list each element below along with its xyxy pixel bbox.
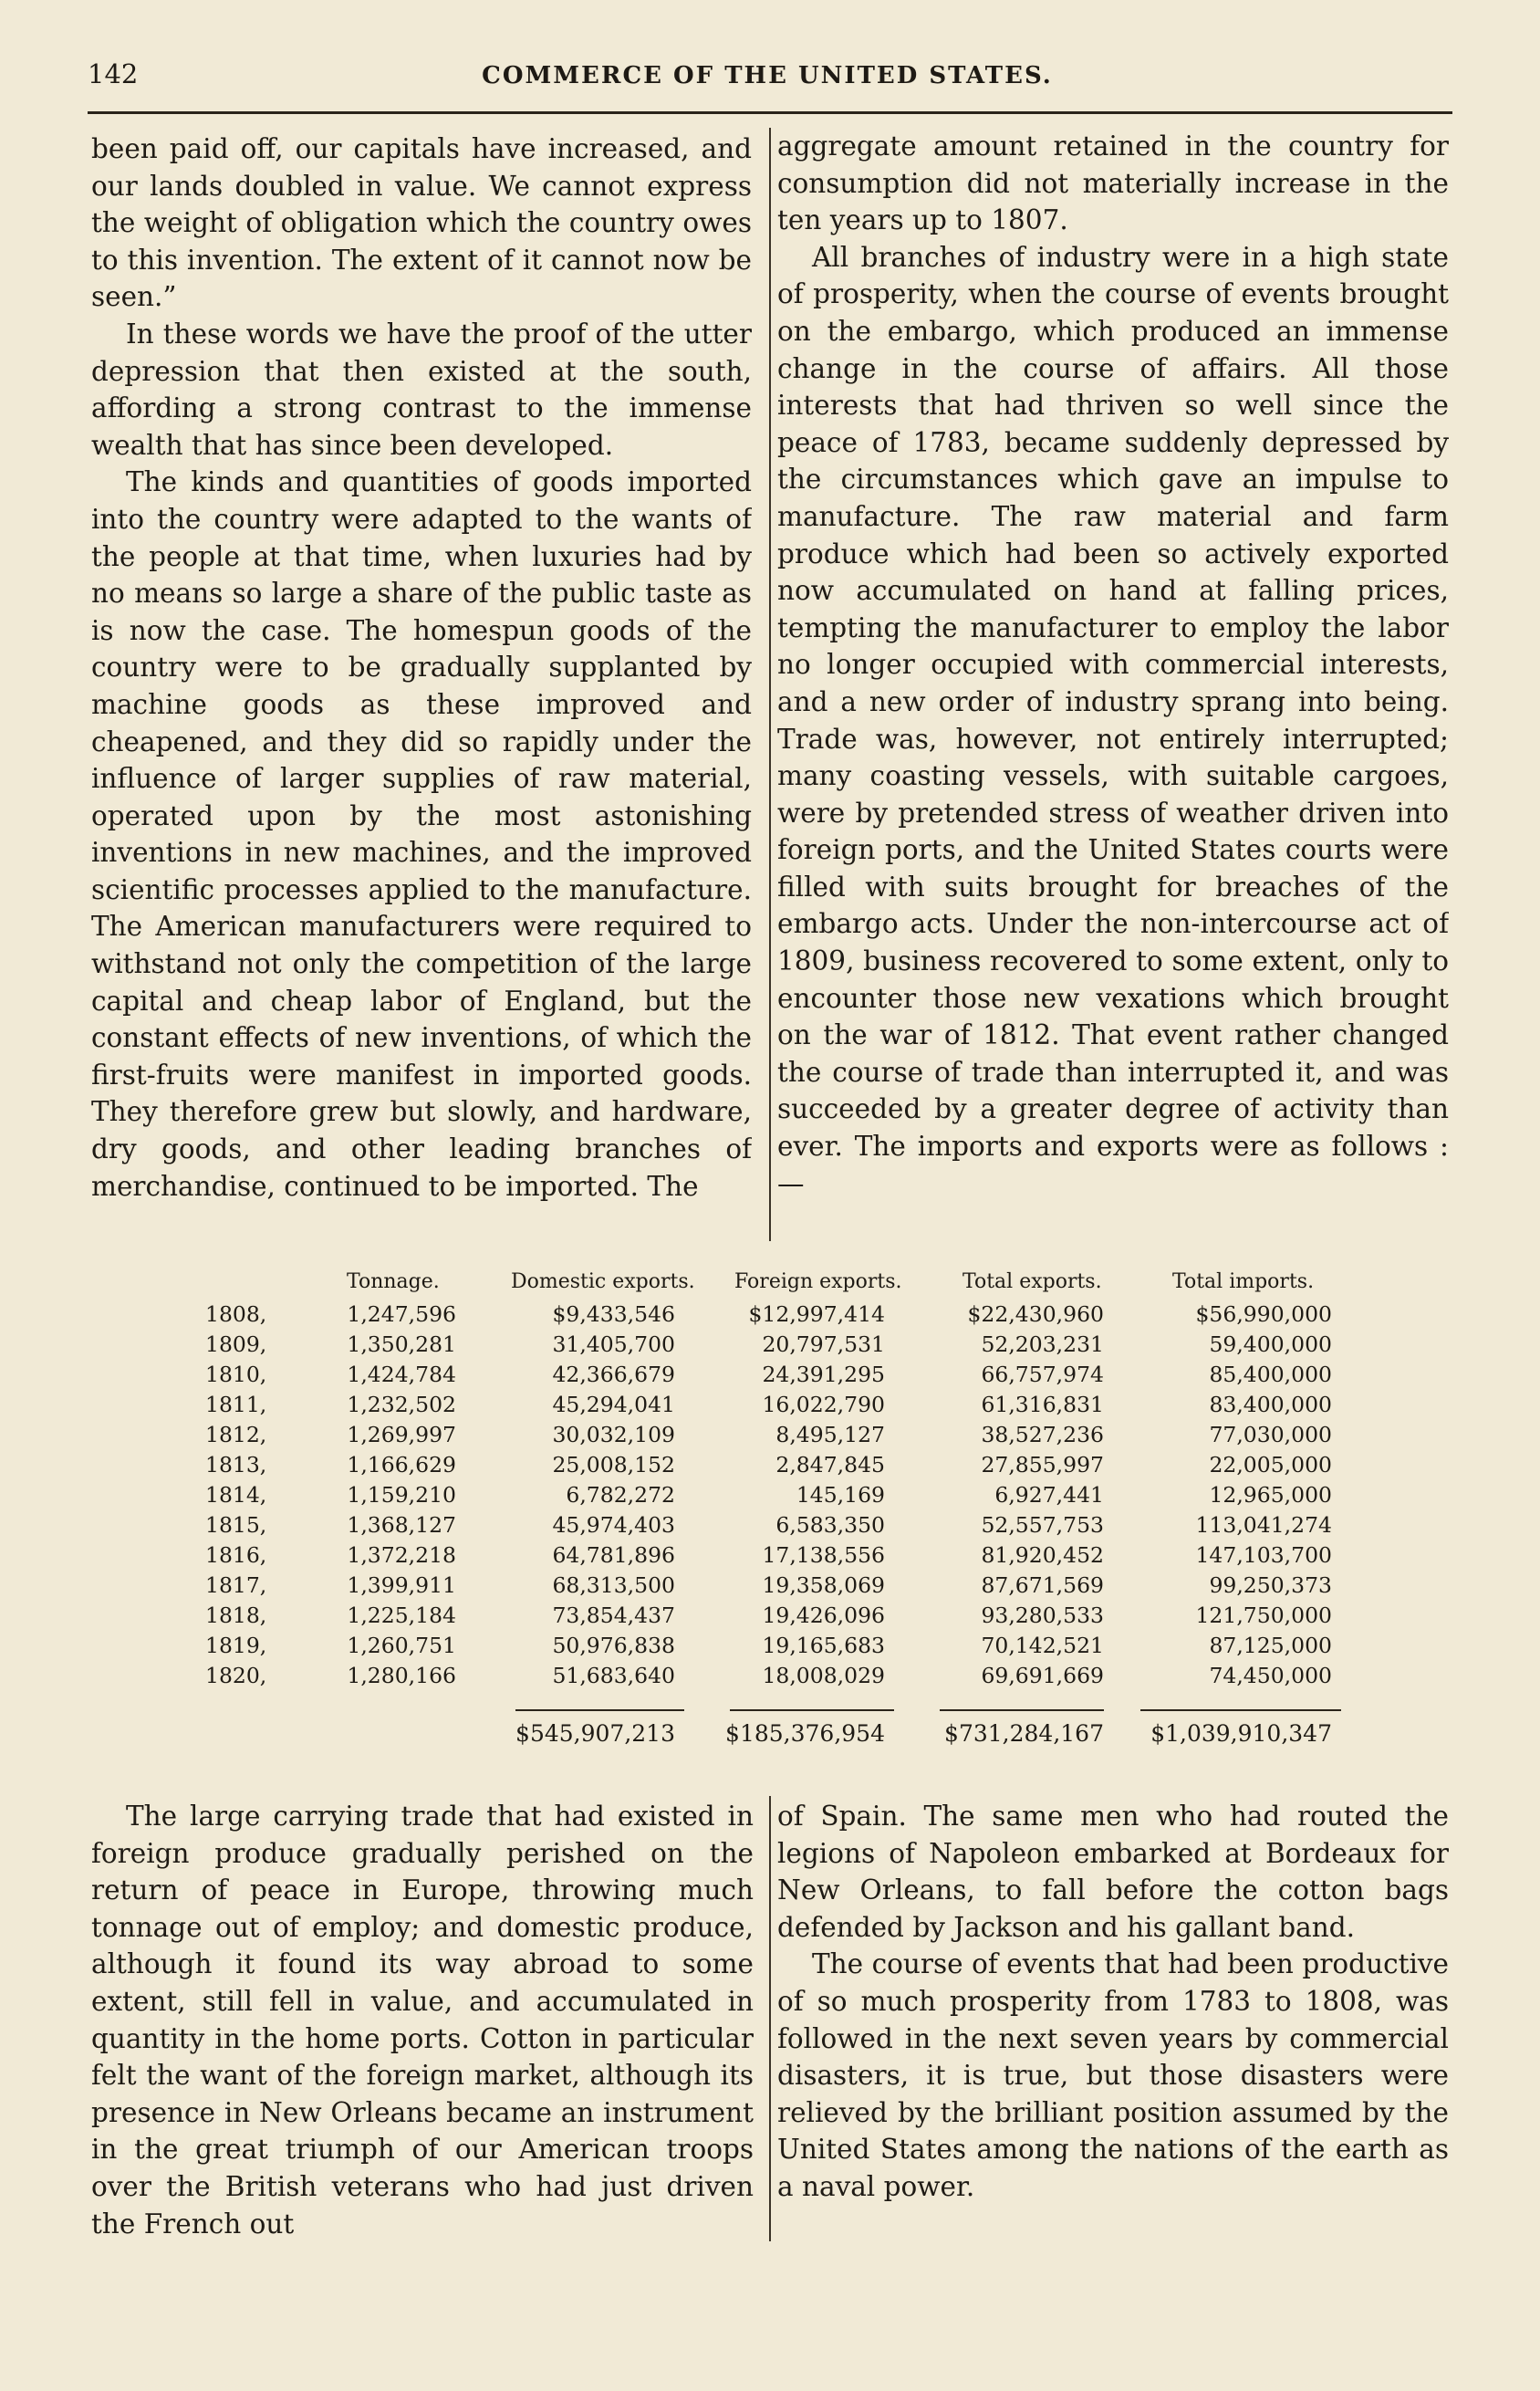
header-domestic-exports: Domestic exports. [511,1270,695,1293]
header-total-imports: Total imports. [1172,1270,1315,1293]
cell-tonnage: 1,368,127 [347,1512,456,1538]
cell-domestic-exports: 45,974,403 [552,1512,675,1538]
paragraph: The kinds and quantities of goods imported into the country were adapted to the wants of the people at that time, when luxuries had by no means so large a share of the public taste as is now the case. The homespun goods of the country were to be gradually supplanted by machine goods as these improved and cheapened, and they did so rapidly under the influence of larger supplies of raw material, operated upon by the most astonishing inventions in new machines, and the improved scientific processes applied to the manufacture. The American manufacturers were required to withstand not only the competition of the large capital and cheap labor of England, but the constant effects of new inventions, of which the first-fruits were manifest in imported goods. They therefore grew but slowly, and hardware, dry goods, and other leading branches of merchandise, continued to be imported. The [91,466,752,1202]
header-rule [88,111,1452,114]
cell-foreign-exports: 8,495,127 [775,1422,885,1447]
running-title: COMMERCE OF THE UNITED STATES. [482,62,1053,89]
sum-rule [1140,1709,1341,1711]
cell-total-imports: 113,041,274 [1195,1512,1332,1538]
text-column-top-left [91,131,752,1246]
table-header-row [192,1270,1378,1301]
cell-tonnage: 1,350,281 [347,1331,456,1357]
cell-total-exports: 93,280,533 [981,1603,1104,1628]
total-foreign-exports: $185,376,954 [725,1720,885,1747]
table-totals-row [192,1720,1378,1750]
cell-total-imports: 147,103,700 [1195,1542,1332,1568]
table-row [192,1482,1378,1512]
cell-total-exports: 81,920,452 [981,1542,1104,1568]
cell-tonnage: 1,269,997 [347,1422,456,1447]
cell-year: 1817, [205,1572,267,1598]
column-divider-bottom [769,1796,771,2241]
total-domestic-exports: $545,907,213 [515,1720,675,1747]
cell-domestic-exports: 31,405,700 [552,1331,675,1357]
cell-total-exports: 52,203,231 [981,1331,1104,1357]
cell-domestic-exports: 42,366,679 [552,1362,675,1387]
cell-total-imports: 87,125,000 [1209,1633,1332,1658]
header-total-exports: Total exports. [962,1270,1102,1293]
cell-total-imports: 22,005,000 [1209,1452,1332,1477]
table-row [192,1663,1378,1693]
paragraph: aggregate amount retained in the country for consumption did not materially increase in the ten years up to 1807. [777,131,1449,236]
cell-foreign-exports: 19,358,069 [762,1572,885,1598]
cell-domestic-exports: 64,781,896 [552,1542,675,1568]
sum-rules [192,1693,1378,1720]
table-row [192,1572,1378,1603]
cell-domestic-exports: 68,313,500 [552,1572,675,1598]
paragraph: been paid off, our capitals have increased, and our lands doubled in value. We cannot express the weight of obligation which the country owes to this invention. The extent of it cannot now be seen.” [91,133,752,313]
cell-foreign-exports: 18,008,029 [762,1663,885,1688]
table-row [192,1452,1378,1482]
text-column-bottom-left [91,1798,754,2240]
cell-total-imports: 121,750,000 [1195,1603,1332,1628]
cell-tonnage: 1,372,218 [347,1542,456,1568]
table-row [192,1542,1378,1572]
cell-total-exports: 61,316,831 [981,1392,1104,1417]
cell-year: 1812, [205,1422,267,1447]
sum-rule [940,1709,1104,1711]
cell-year: 1820, [205,1663,267,1688]
cell-domestic-exports: 50,976,838 [552,1633,675,1658]
cell-domestic-exports: 45,294,041 [552,1392,675,1417]
cell-tonnage: 1,159,210 [347,1482,456,1508]
cell-total-imports: 77,030,000 [1209,1422,1332,1447]
cell-total-imports: 59,400,000 [1209,1331,1332,1357]
cell-year: 1811, [205,1392,267,1417]
cell-total-imports: 85,400,000 [1209,1362,1332,1387]
cell-total-exports: 38,527,236 [981,1422,1104,1447]
sum-rule [515,1709,684,1711]
cell-total-exports: $22,430,960 [967,1301,1104,1327]
paragraph: of Spain. The same men who had routed the legions of Napoleon embarked at Bordeaux for New Orleans, to fall before the cotton bags defended by Jackson and his gallant band. [777,1801,1449,1943]
cell-total-imports: $56,990,000 [1195,1301,1332,1327]
table-row [192,1422,1378,1452]
cell-tonnage: 1,225,184 [347,1603,456,1628]
cell-foreign-exports: $12,997,414 [748,1301,885,1327]
text-column-top-right [777,128,1449,1246]
cell-year: 1819, [205,1633,267,1658]
cell-tonnage: 1,424,784 [347,1362,456,1387]
cell-foreign-exports: 20,797,531 [762,1331,885,1357]
cell-tonnage: 1,260,751 [347,1633,456,1658]
cell-foreign-exports: 2,847,845 [775,1452,885,1477]
table-row [192,1512,1378,1542]
cell-total-imports: 99,250,373 [1209,1572,1332,1598]
commerce-table [192,1270,1378,1750]
table-row [192,1633,1378,1663]
cell-total-imports: 83,400,000 [1209,1392,1332,1417]
cell-total-exports: 66,757,974 [981,1362,1104,1387]
cell-foreign-exports: 17,138,556 [762,1542,885,1568]
cell-foreign-exports: 16,022,790 [762,1392,885,1417]
column-divider-top [769,128,771,1241]
header-tonnage: Tonnage. [347,1270,440,1293]
cell-domestic-exports: 25,008,152 [552,1452,675,1477]
cell-total-exports: 87,671,569 [981,1572,1104,1598]
cell-year: 1808, [205,1301,267,1327]
cell-foreign-exports: 19,165,683 [762,1633,885,1658]
cell-foreign-exports: 24,391,295 [762,1362,885,1387]
cell-year: 1818, [205,1603,267,1628]
paragraph: The large carrying trade that had existed in foreign produce gradually perished on the return of peace in Europe, throwing much tonnage out of employ; and domestic produce, although it found its way abroad to some extent, still fell in value, and accumulated in quantity in the home ports. Cotton in particular felt the want of the foreign market, although its presence in New Orleans became an instrument in the great triumph of our American troops over the British veterans who had just driven the French out [91,1801,754,2240]
table-row [192,1603,1378,1633]
cell-total-exports: 70,142,521 [981,1633,1104,1658]
total-total-imports: $1,039,910,347 [1150,1720,1332,1747]
text-column-bottom-right [777,1798,1449,2240]
cell-foreign-exports: 19,426,096 [762,1603,885,1628]
cell-foreign-exports: 145,169 [796,1482,885,1508]
table-row [192,1362,1378,1392]
table-row [192,1331,1378,1362]
cell-total-exports: 27,855,997 [981,1452,1104,1477]
table-row [192,1392,1378,1422]
cell-total-imports: 12,965,000 [1209,1482,1332,1508]
cell-year: 1815, [205,1512,267,1538]
cell-tonnage: 1,247,596 [347,1301,456,1327]
cell-tonnage: 1,232,502 [347,1392,456,1417]
cell-year: 1810, [205,1362,267,1387]
cell-tonnage: 1,280,166 [347,1663,456,1688]
cell-foreign-exports: 6,583,350 [775,1512,885,1538]
cell-domestic-exports: 6,782,272 [566,1482,675,1508]
page-header [88,53,1447,99]
sum-rule [730,1709,894,1711]
header-foreign-exports: Foreign exports. [734,1270,902,1293]
cell-domestic-exports: 73,854,437 [552,1603,675,1628]
total-total-exports: $731,284,167 [944,1720,1104,1747]
cell-tonnage: 1,166,629 [347,1452,456,1477]
table-body [192,1301,1378,1693]
paragraph: The course of events that had been productive of so much prosperity from 1783 to 1808, was followed in the next seven years by commercial disasters, it is true, but those disasters were relieved by the brilliant position assumed by the United States among the nations of the earth as a naval power. [777,1948,1449,2202]
cell-year: 1813, [205,1452,267,1477]
paragraph: All branches of industry were in a high state of prosperity, when the course of events brought on the embargo, which produced an immense change in the course of affairs. All those interests that had thriven so well since the peace of 1783, became suddenly depressed by the circumstances which gave an impulse to manufacture. The raw material and farm produce which had been so actively exported now accumulated on hand at falling prices, tempting the manufacturer to employ the labor no longer occupied with commercial interests, and a new order of industry sprang into being. Trade was, however, not entirely interrupted; many coasting vessels, with suitable cargoes, were by pretended stress of weather driven into foreign ports, and the United States courts were filled with suits brought for breaches of the embargo acts. Under the non-intercourse act of 1809, business recovered to some extent, only to encounter those new vexations which brought on the war of 1812. That event rather changed the course of trade than interrupted it, and was succeeded by a greater degree of activity than ever. The imports and exports were as follows :— [777,241,1449,1199]
cell-total-exports: 52,557,753 [981,1512,1104,1538]
cell-year: 1816, [205,1542,267,1568]
cell-tonnage: 1,399,911 [347,1572,456,1598]
cell-total-imports: 74,450,000 [1209,1663,1332,1688]
cell-year: 1809, [205,1331,267,1357]
cell-total-exports: 6,927,441 [994,1482,1104,1508]
cell-domestic-exports: 30,032,109 [552,1422,675,1447]
cell-total-exports: 69,691,669 [981,1663,1104,1688]
page-number: 142 [88,58,139,89]
cell-domestic-exports: 51,683,640 [552,1663,675,1688]
cell-year: 1814, [205,1482,267,1508]
paragraph: In these words we have the proof of the utter depression that then existed at the south, affording a strong contrast to the immense wealth that has since been developed. [91,318,752,461]
cell-domestic-exports: $9,433,546 [552,1301,675,1327]
table-row [192,1301,1378,1331]
